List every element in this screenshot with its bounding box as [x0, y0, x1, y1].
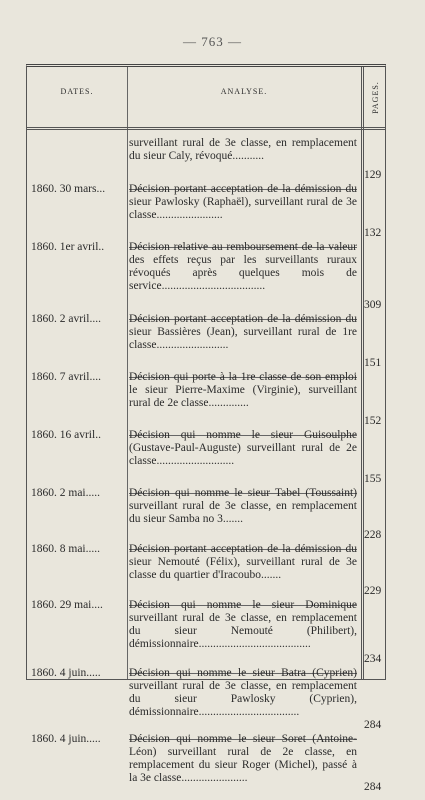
entry-page: 129	[364, 169, 382, 181]
entry-date: 1860. 1er avril..	[31, 241, 105, 253]
entry-date: 1860. 4 juin.....	[31, 667, 101, 679]
entry-date: 1860. 4 juin.....	[31, 733, 101, 745]
entry-date: 1860. 2 avril....	[31, 313, 101, 325]
table-row	[27, 599, 385, 667]
entry-page: 234	[364, 653, 382, 665]
table-frame	[26, 64, 386, 793]
table-row	[27, 371, 385, 429]
entry-page: 152	[364, 415, 382, 427]
header-pages: PAGES.	[370, 80, 380, 114]
table-row	[27, 543, 385, 599]
entry-analysis: Décision portant acceptation de la démission du sieur Pawlosky (Raphaël), surveillant rural de 3e classe.......................	[129, 183, 357, 221]
entry-page: 309	[364, 299, 382, 311]
entry-date: 1860. 7 avril....	[31, 371, 101, 383]
table-row	[27, 137, 385, 183]
entry-page: 228	[364, 529, 382, 541]
entry-analysis: Décision qui nomme le sieur Soret (Antoine-Léon) surveillant rural de 2e classe, en remplacement du sieur Roger (Michel), passé à la 3e classe.......................	[129, 733, 357, 784]
entry-page: 229	[364, 585, 382, 597]
header-dates: DATES.	[60, 87, 94, 96]
entry-analysis: Décision qui nomme le sieur Batra (Cyprien) surveillant rural de 3e classe, en remplacement du sieur Pawlosky (Cyprien), démissionnaire...................................	[129, 667, 357, 718]
entry-page: 132	[364, 227, 382, 239]
table-row	[27, 733, 385, 795]
header-analyse: ANALYSE.	[220, 87, 268, 96]
entry-page: 151	[364, 357, 382, 369]
header-pages-cell	[364, 73, 386, 121]
entry-analysis: Décision qui nomme le sieur Tabel (Toussaint) surveillant rural de 3e classe, en remplacement du sieur Samba no 3.......	[129, 487, 357, 525]
entry-analysis: Décision qui porte à la 1re classe de son emploi le sieur Pierre-Maxime (Virginie), surveillant rural de 2e classe..............	[129, 371, 357, 409]
entry-analysis: Décision portant acceptation de la démission du sieur Bassières (Jean), surveillant rural de 1re classe.........................	[129, 313, 357, 351]
entry-page: 155	[364, 473, 382, 485]
entry-date: 1860. 2 mai.....	[31, 487, 100, 499]
entry-analysis: Décision relative au remboursement de la valeur des effets reçus par les surveillants ruraux révoqués après quelques mois de service....................................	[129, 241, 357, 292]
table-row	[27, 429, 385, 487]
entry-date: 1860. 16 avril..	[31, 429, 101, 441]
entry-analysis: surveillant rural de 3e classe, en remplacement du sieur Caly, révoqué...........	[129, 137, 357, 162]
table-row	[27, 183, 385, 241]
entry-analysis: Décision qui nomme le sieur Dominique surveillant rural de 3e classe, en remplacement du sieur Nemouté (Philibert), démissionnaire.......................................	[129, 599, 357, 650]
table-row	[27, 487, 385, 543]
entry-date: 1860. 29 mai....	[31, 599, 103, 611]
entry-analysis: Décision qui nomme le sieur Guisoulphe (Gustave-Paul-Auguste) surveillant rural de 2e classe...........................	[129, 429, 357, 467]
table-header	[27, 67, 385, 130]
table-row	[27, 241, 385, 313]
page-number: — 763 —	[183, 34, 242, 49]
table-row	[27, 313, 385, 371]
entry-analysis: Décision portant acceptation de la démission du sieur Nemouté (Félix), surveillant rural de 3e classe du quartier d'Iracoubo.......	[129, 543, 357, 581]
entry-page: 284	[364, 719, 382, 731]
entry-date: 1860. 8 mai.....	[31, 543, 100, 555]
entry-date: 1860. 30 mars...	[31, 183, 106, 195]
entry-list	[27, 137, 385, 795]
entry-page: 284	[364, 781, 382, 793]
table-row	[27, 667, 385, 733]
